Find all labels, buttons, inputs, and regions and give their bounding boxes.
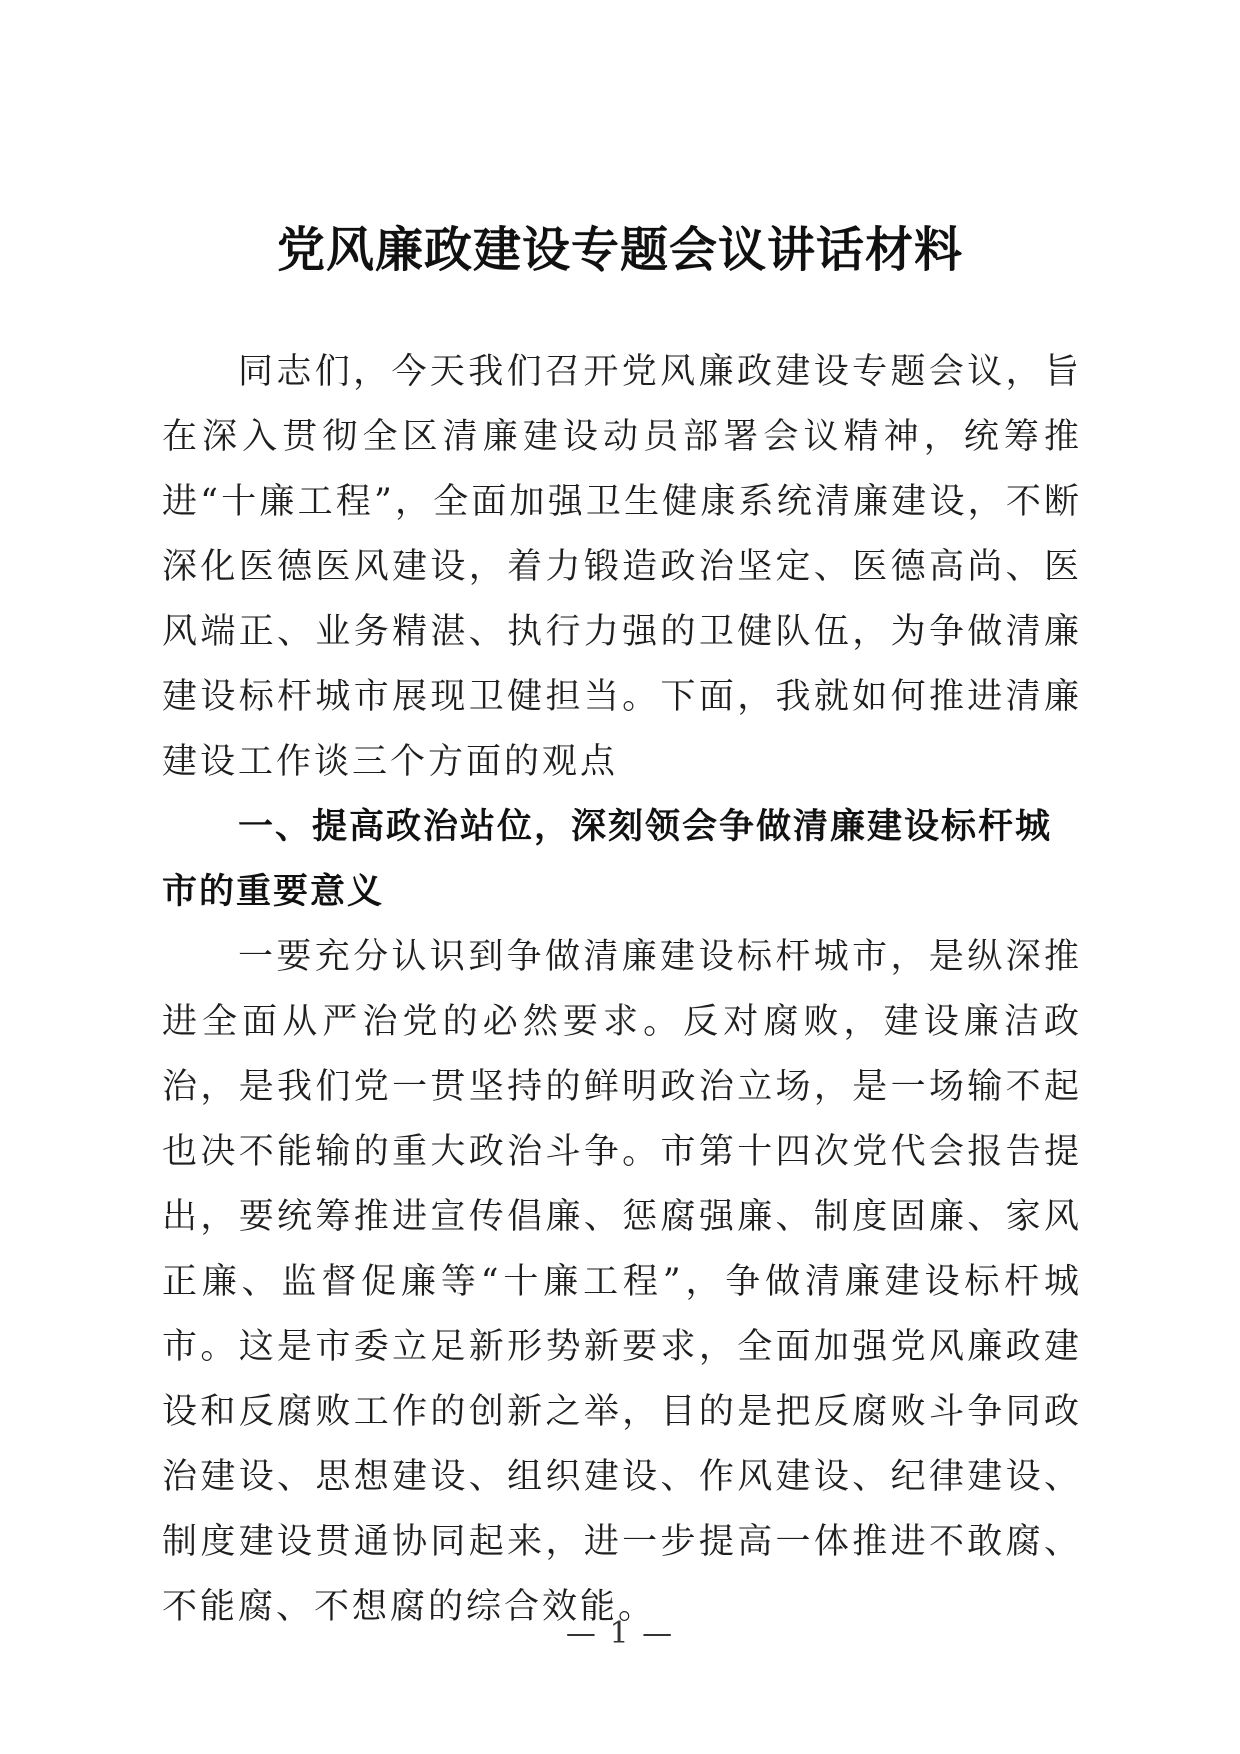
section-heading-1: 一、提高政治站位，深刻领会争做清廉建设标杆城市的重要意义 [162, 807, 1053, 912]
document-title: 党风廉政建设专题会议讲话材料 [276, 222, 963, 279]
document-body [162, 340, 1082, 1640]
page-number: — 1 — [565, 1616, 675, 1651]
section-1-paragraph: 一要充分认识到争做清廉建设标杆城市，是纵深推进全面从严治党的必然要求。反对腐败，建设廉洁政治，是我们党一贯坚持的鲜明政治立场，是一场输不起也决不能输的重大政治斗争。市第十四次党代会报告提出，要统筹推进宣传倡廉、惩腐强廉、制度固廉、家风正廉、监督促廉等“十廉工程”，争做清廉建设标杆城市。这是市委立足新形势新要求，全面加强党风廉政建设和反腐败工作的创新之举，目的是把反腐败斗争同政治建设、思想建设、组织建设、作风建设、纪律建设、制度建设贯通协同起来，进一步提高一体推进不敢腐、不能腐、不想腐的综合效能。 [162, 937, 1082, 1627]
opening-paragraph: 同志们，今天我们召开党风廉政建设专题会议，旨在深入贯彻全区清廉建设动员部署会议精神，统筹推进“十廉工程”，全面加强卫生健康系统清廉建设，不断深化医德医风建设，着力锻造政治坚定、医德高尚、医风端正、业务精湛、执行力强的卫健队伍，为争做清廉建设标杆城市展现卫健担当。下面，我就如何推进清廉建设工作谈三个方面的观点 [162, 352, 1082, 782]
